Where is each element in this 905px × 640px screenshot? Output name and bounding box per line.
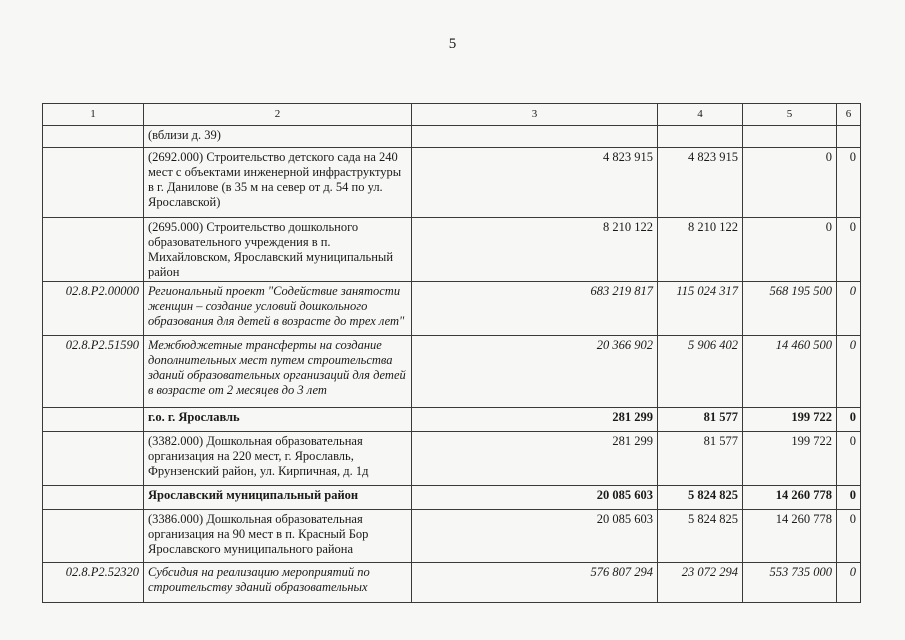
value-cell-5: 568 195 500 xyxy=(743,282,837,336)
value-cell-3: 20 366 902 xyxy=(412,336,658,408)
budget-code-cell: 02.8.P2.52320 xyxy=(43,563,144,603)
value-cell-5: 0 xyxy=(743,218,837,282)
budget-code-cell xyxy=(43,510,144,563)
value-cell-4: 5 824 825 xyxy=(658,486,743,510)
value-cell-6: 0 xyxy=(837,563,861,603)
item-name-cell: (2695.000) Строительство дошкольного образовательного учреждения в п. Михайловском, Ярославский муниципальный район xyxy=(144,218,412,282)
table-row xyxy=(43,510,861,563)
value-cell-6: 0 xyxy=(837,486,861,510)
item-name-cell: (2692.000) Строительство детского сада на 240 мест с объектами инженерной инфраструктуры в г. Данилове (в 35 м на север от д. 54 по ул. Ярославской) xyxy=(144,148,412,218)
value-cell-6: 0 xyxy=(837,408,861,432)
budget-code-cell xyxy=(43,218,144,282)
value-cell-6: 0 xyxy=(837,336,861,408)
table-row xyxy=(43,126,861,148)
value-cell-6: 0 xyxy=(837,148,861,218)
value-cell-6 xyxy=(837,126,861,148)
value-cell-4: 23 072 294 xyxy=(658,563,743,603)
value-cell-4: 115 024 317 xyxy=(658,282,743,336)
item-name-cell: (3386.000) Дошкольная образовательная организация на 90 мест в п. Красный Бор Ярославского муниципального района xyxy=(144,510,412,563)
value-cell-3: 4 823 915 xyxy=(412,148,658,218)
column-header: 2 xyxy=(144,104,412,126)
table-header-row xyxy=(43,104,861,126)
table-row xyxy=(43,148,861,218)
value-cell-4: 81 577 xyxy=(658,432,743,486)
value-cell-4: 4 823 915 xyxy=(658,148,743,218)
column-header: 3 xyxy=(412,104,658,126)
value-cell-5: 553 735 000 xyxy=(743,563,837,603)
column-header: 5 xyxy=(743,104,837,126)
table-row xyxy=(43,408,861,432)
budget-code-cell xyxy=(43,408,144,432)
budget-code-cell: 02.8.P2.51590 xyxy=(43,336,144,408)
table-row xyxy=(43,563,861,603)
value-cell-5: 14 260 778 xyxy=(743,486,837,510)
column-header: 4 xyxy=(658,104,743,126)
budget-code-cell xyxy=(43,432,144,486)
item-name-cell: г.о. г. Ярославль xyxy=(144,408,412,432)
item-name-cell: Межбюджетные трансферты на создание дополнительных мест путем строительства зданий образовательных организаций для детей в возрасте от 2 месяцев до 3 лет xyxy=(144,336,412,408)
value-cell-3: 20 085 603 xyxy=(412,510,658,563)
item-name-cell: Ярославский муниципальный район xyxy=(144,486,412,510)
value-cell-5: 199 722 xyxy=(743,432,837,486)
value-cell-3: 281 299 xyxy=(412,408,658,432)
table-row xyxy=(43,486,861,510)
budget-code-cell: 02.8.P2.00000 xyxy=(43,282,144,336)
value-cell-5 xyxy=(743,126,837,148)
value-cell-6: 0 xyxy=(837,282,861,336)
budget-code-cell xyxy=(43,148,144,218)
value-cell-5: 14 260 778 xyxy=(743,510,837,563)
table-row xyxy=(43,282,861,336)
value-cell-5: 199 722 xyxy=(743,408,837,432)
column-header: 6 xyxy=(837,104,861,126)
column-header: 1 xyxy=(43,104,144,126)
table-row xyxy=(43,218,861,282)
value-cell-4: 5 824 825 xyxy=(658,510,743,563)
item-name-cell: (3382.000) Дошкольная образовательная организация на 220 мест, г. Ярославль, Фрунзенский район, ул. Кирпичная, д. 1д xyxy=(144,432,412,486)
value-cell-4: 5 906 402 xyxy=(658,336,743,408)
value-cell-4: 81 577 xyxy=(658,408,743,432)
value-cell-3: 683 219 817 xyxy=(412,282,658,336)
value-cell-6: 0 xyxy=(837,510,861,563)
budget-code-cell xyxy=(43,126,144,148)
value-cell-6: 0 xyxy=(837,432,861,486)
value-cell-6: 0 xyxy=(837,218,861,282)
value-cell-5: 14 460 500 xyxy=(743,336,837,408)
value-cell-4: 8 210 122 xyxy=(658,218,743,282)
value-cell-3: 8 210 122 xyxy=(412,218,658,282)
item-name-cell: Субсидия на реализацию мероприятий по строительству зданий образовательных xyxy=(144,563,412,603)
table-row xyxy=(43,336,861,408)
value-cell-3: 576 807 294 xyxy=(412,563,658,603)
value-cell-3 xyxy=(412,126,658,148)
table-row xyxy=(43,432,861,486)
value-cell-4 xyxy=(658,126,743,148)
value-cell-3: 20 085 603 xyxy=(412,486,658,510)
budget-code-cell xyxy=(43,486,144,510)
value-cell-3: 281 299 xyxy=(412,432,658,486)
budget-table xyxy=(42,103,861,603)
value-cell-5: 0 xyxy=(743,148,837,218)
item-name-cell: Региональный проект "Содействие занятости женщин – создание условий дошкольного образования для детей в возрасте до трех лет" xyxy=(144,282,412,336)
item-name-cell: (вблизи д. 39) xyxy=(144,126,412,148)
page-number: 5 xyxy=(448,36,457,52)
